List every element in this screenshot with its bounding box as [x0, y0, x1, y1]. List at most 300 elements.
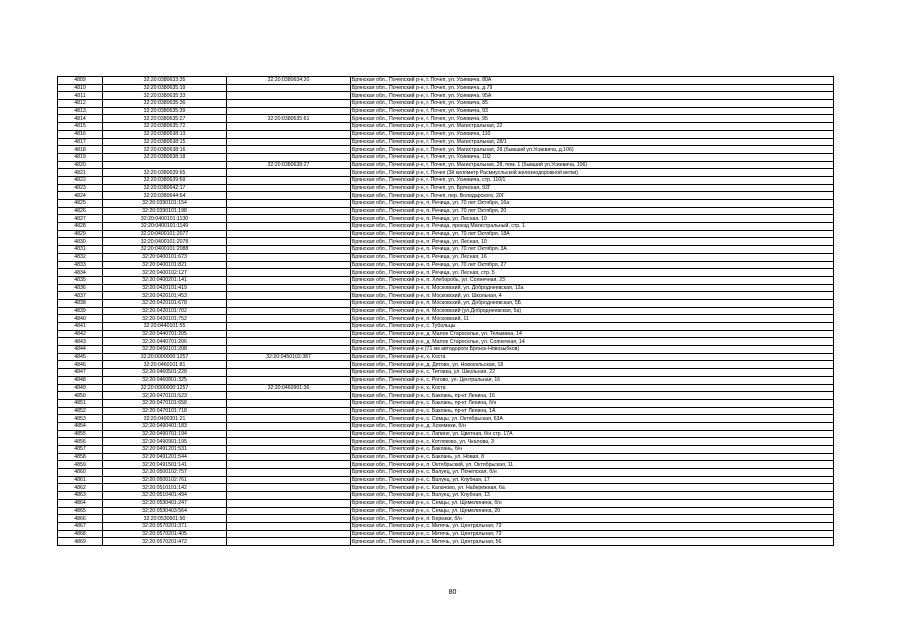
cadastral-number-cell: 32:20:0530401:247 — [103, 499, 227, 507]
row-number-cell: 4861 — [58, 476, 103, 484]
parent-cadastral-number-cell: 32:20:0460901:36 — [227, 384, 351, 392]
table-row — [58, 461, 834, 469]
parent-cadastral-number-cell — [227, 146, 351, 154]
parent-cadastral-number-cell — [227, 176, 351, 184]
parent-cadastral-number-cell — [227, 84, 351, 92]
cadastral-number-cell: 32:20:0380635:39 — [103, 107, 227, 115]
row-number-cell: 4829 — [58, 230, 103, 238]
table-row — [58, 238, 834, 246]
address-cell: Брянская обл., Почепский р-н, п. Речица, ул. 70 лет Октября, 27 — [351, 261, 834, 269]
table-row — [58, 346, 834, 354]
address-cell: Брянская обл., Почепский р-н, с. Калачово, ул. Набережная, 6а — [351, 484, 834, 492]
row-number-cell: 4852 — [58, 407, 103, 415]
table-row — [58, 153, 834, 161]
cadastral-number-cell: 32:20:0380635:19 — [103, 84, 227, 92]
parent-cadastral-number-cell — [227, 215, 351, 223]
table-row — [58, 469, 834, 477]
address-cell: Брянская обл., Почепский р-н, п. Московский (ул.Доброднеевская, 5а) — [351, 307, 834, 315]
cadastral-number-cell: 32:20:0490401:183 — [103, 422, 227, 430]
address-cell: Брянская обл., Почепский р-н, д. Хохемеки, б/н — [351, 422, 834, 430]
parent-cadastral-number-cell — [227, 207, 351, 215]
address-cell: Брянская обл., Почепский р-н, д. Малое Староселье, ул. Тельмана, 14 — [351, 330, 834, 338]
address-cell: Брянская обл., Почепский р-н, г. Почеп, ул. Усиевича, 95 — [351, 115, 834, 123]
property-registry-table — [57, 76, 834, 546]
parent-cadastral-number-cell — [227, 153, 351, 161]
row-number-cell: 4845 — [58, 353, 103, 361]
row-number-cell: 4810 — [58, 84, 103, 92]
table-row — [58, 92, 834, 100]
address-cell: Брянская обл., Почепский р-н, г. Почеп, пер. Володарского, 20Г — [351, 192, 834, 200]
parent-cadastral-number-cell — [227, 430, 351, 438]
table-row — [58, 446, 834, 454]
parent-cadastral-number-cell — [227, 507, 351, 515]
address-cell: Брянская обл., Почепский р-н, п. Речица, ул. Лесная, стр. 5 — [351, 269, 834, 277]
row-number-cell: 4811 — [58, 92, 103, 100]
row-number-cell: 4820 — [58, 161, 103, 169]
address-cell: Брянская обл., Почепский р-н (71 км автодороги Брянск-Новозыбков) — [351, 346, 834, 354]
parent-cadastral-number-cell — [227, 138, 351, 146]
address-cell: Брянская обл., Почепский р-н, х. Коста — [351, 353, 834, 361]
table-row — [58, 415, 834, 423]
row-number-cell: 4833 — [58, 261, 103, 269]
address-cell: Брянская обл., Почепский р-н, п. Московский, 11 — [351, 315, 834, 323]
row-number-cell: 4819 — [58, 153, 103, 161]
parent-cadastral-number-cell — [227, 376, 351, 384]
cadastral-number-cell: 32:20:0400101:2077 — [103, 230, 227, 238]
address-cell: Брянская обл., Почепский р-н, г. Почеп, ул. Усиевича, 80А — [351, 77, 834, 85]
address-cell: Брянская обл., Почепский р-н, п. Речица, ул. 70 лет Октября, 3А — [351, 246, 834, 254]
row-number-cell: 4818 — [58, 146, 103, 154]
table-row — [58, 376, 834, 384]
row-number-cell: 4866 — [58, 515, 103, 523]
cadastral-number-cell: 32:20:0400101:2088 — [103, 246, 227, 254]
parent-cadastral-number-cell — [227, 100, 351, 108]
address-cell: Брянская обл., Почепский р-н, х. Коста — [351, 384, 834, 392]
table-row — [58, 307, 834, 315]
table-row — [58, 100, 834, 108]
cadastral-number-cell: 32:20:0390101:198 — [103, 207, 227, 215]
parent-cadastral-number-cell — [227, 269, 351, 277]
table-row — [58, 130, 834, 138]
cadastral-number-cell: 32:20:0570201:472 — [103, 538, 227, 546]
row-number-cell: 4809 — [58, 77, 103, 85]
parent-cadastral-number-cell — [227, 330, 351, 338]
row-number-cell: 4827 — [58, 215, 103, 223]
table-row — [58, 146, 834, 154]
address-cell: Брянская обл., Почепский р-н, с. Баклань, пр-кт Ленина, б/н — [351, 399, 834, 407]
table-row — [58, 522, 834, 530]
row-number-cell: 4858 — [58, 453, 103, 461]
table-row — [58, 276, 834, 284]
parent-cadastral-number-cell: 32:20:0380635:61 — [227, 115, 351, 123]
row-number-cell: 4868 — [58, 530, 103, 538]
parent-cadastral-number-cell — [227, 422, 351, 430]
table-row — [58, 384, 834, 392]
cadastral-number-cell: 32:20:0380638:16 — [103, 146, 227, 154]
address-cell: Брянская обл., Почепский р-н, с. Баклань, б/н — [351, 446, 834, 454]
row-number-cell: 4815 — [58, 123, 103, 131]
address-cell: Брянская обл., Почепский р-н, г. Почеп, ул. Усиевича, 85 — [351, 100, 834, 108]
row-number-cell: 4855 — [58, 430, 103, 438]
row-number-cell: 4824 — [58, 192, 103, 200]
parent-cadastral-number-cell — [227, 315, 351, 323]
table-row — [58, 223, 834, 231]
parent-cadastral-number-cell — [227, 461, 351, 469]
parent-cadastral-number-cell — [227, 484, 351, 492]
row-number-cell: 4814 — [58, 115, 103, 123]
cadastral-number-cell: 32:20:0380638:18 — [103, 153, 227, 161]
cadastral-number-cell: 32:20:0380644:64 — [103, 192, 227, 200]
table-row — [58, 515, 834, 523]
row-number-cell: 4847 — [58, 369, 103, 377]
row-number-cell: 4840 — [58, 315, 103, 323]
row-number-cell: 4821 — [58, 169, 103, 177]
parent-cadastral-number-cell — [227, 184, 351, 192]
address-cell: Брянская обл., Почепский р-н, с. Тубольцы — [351, 323, 834, 331]
table-row — [58, 484, 834, 492]
address-cell: Брянская обл., Почепский р-н, г. Почеп, ул. Брянская, 92Г — [351, 184, 834, 192]
row-number-cell: 4817 — [58, 138, 103, 146]
address-cell: Брянская обл., Почепский р-н, п. Речица, проезд Магистральный, стр. 1 — [351, 223, 834, 231]
cadastral-number-cell: 32:20:0460801:325 — [103, 376, 227, 384]
cadastral-number-cell: 32:20:0380639:65 — [103, 169, 227, 177]
row-number-cell: 4836 — [58, 284, 103, 292]
address-cell: Брянская обл., Почепский р-н, п. Московский, ул. Школьная, 4 — [351, 292, 834, 300]
parent-cadastral-number-cell — [227, 223, 351, 231]
cadastral-number-cell: 32:20:0400101:673 — [103, 253, 227, 261]
row-number-cell: 4862 — [58, 484, 103, 492]
address-cell: Брянская обл., Почепский р-н, п. Речица, ул. 70 лет Октября, 16а — [351, 200, 834, 208]
cadastral-number-cell: 32:20:0380635:72 — [103, 123, 227, 131]
parent-cadastral-number-cell — [227, 200, 351, 208]
row-number-cell: 4844 — [58, 346, 103, 354]
table-row — [58, 253, 834, 261]
table-row — [58, 330, 834, 338]
address-cell: Брянская обл., Почепский р-н, с. Семцы, ул. Октябрьская, 63А — [351, 415, 834, 423]
row-number-cell: 4835 — [58, 276, 103, 284]
table-row — [58, 207, 834, 215]
cadastral-number-cell: 32:20:0400201:141 — [103, 276, 227, 284]
row-number-cell: 4816 — [58, 130, 103, 138]
row-number-cell: 4837 — [58, 292, 103, 300]
parent-cadastral-number-cell — [227, 476, 351, 484]
table-row — [58, 176, 834, 184]
row-number-cell: 4853 — [58, 415, 103, 423]
address-cell: Брянская обл., Почепский р-н, г. Почеп, ул. Усиевича, 95А — [351, 92, 834, 100]
address-cell: Брянская обл., Почепский р-н, с. Рогово, ул. Центральная, 16 — [351, 376, 834, 384]
parent-cadastral-number-cell — [227, 522, 351, 530]
cadastral-number-cell: 32:20:0380635:33 — [103, 92, 227, 100]
table-row — [58, 476, 834, 484]
cadastral-number-cell: 32:20:0390101:154 — [103, 200, 227, 208]
address-cell: Брянская обл., Почепский р-н, п. Московский, ул. Доброднеевская, 12а — [351, 284, 834, 292]
table-row — [58, 123, 834, 131]
table-row — [58, 261, 834, 269]
table-row — [58, 200, 834, 208]
address-cell: Брянская обл., Почепский р-н, п. Речица, ул. 70 лет Октября, 18А — [351, 230, 834, 238]
address-cell: Брянская обл., Почепский р-н, с. Баклань, пр-кт Ленина, 1А — [351, 407, 834, 415]
parent-cadastral-number-cell — [227, 530, 351, 538]
table-row — [58, 353, 834, 361]
table-row — [58, 84, 834, 92]
cadastral-number-cell: 32:20:0491201:531 — [103, 446, 227, 454]
address-cell: Брянская обл., Почепский р-н, г. Почеп, ул. Усиевича, 110 — [351, 130, 834, 138]
row-number-cell: 4863 — [58, 492, 103, 500]
cadastral-number-cell: 32:20:0420101:419 — [103, 284, 227, 292]
parent-cadastral-number-cell: 32:20:0380634:20 — [227, 77, 351, 85]
cadastral-number-cell: 32:20:0000000:1257 — [103, 384, 227, 392]
parent-cadastral-number-cell — [227, 438, 351, 446]
cadastral-number-cell: 32:20:0400101:2078 — [103, 238, 227, 246]
row-number-cell: 4834 — [58, 269, 103, 277]
parent-cadastral-number-cell — [227, 469, 351, 477]
cadastral-number-cell: 32:20:0380639:69 — [103, 176, 227, 184]
cadastral-number-cell: 32:20:0420101:678 — [103, 299, 227, 307]
table-row — [58, 315, 834, 323]
row-number-cell: 4846 — [58, 361, 103, 369]
row-number-cell: 4857 — [58, 446, 103, 454]
parent-cadastral-number-cell — [227, 453, 351, 461]
row-number-cell: 4825 — [58, 200, 103, 208]
address-cell: Брянская обл., Почепский р-н, с. Семцы, ул. Щемелинина, 20 — [351, 507, 834, 515]
address-cell: Брянская обл., Почепский р-н, д. Малое Староселье, ул. Солнечная, 14 — [351, 338, 834, 346]
cadastral-number-cell: 32:20:0470101:523 — [103, 392, 227, 400]
cadastral-number-cell: 32:20:0400101:821 — [103, 261, 227, 269]
row-number-cell: 4856 — [58, 438, 103, 446]
table-row — [58, 438, 834, 446]
row-number-cell: 4842 — [58, 330, 103, 338]
row-number-cell: 4826 — [58, 207, 103, 215]
row-number-cell: 4830 — [58, 238, 103, 246]
table-row — [58, 161, 834, 169]
parent-cadastral-number-cell — [227, 392, 351, 400]
table-row — [58, 230, 834, 238]
parent-cadastral-number-cell — [227, 261, 351, 269]
parent-cadastral-number-cell — [227, 299, 351, 307]
cadastral-number-cell: 32:20:0490701:194 — [103, 430, 227, 438]
cadastral-number-cell: 32:20:0530403:564 — [103, 507, 227, 515]
cadastral-number-cell: 32:20:0500102:761 — [103, 476, 227, 484]
registry-table-body — [58, 77, 834, 546]
address-cell: Брянская обл., Почепский р-н, с. Валуец, ул. Клубная, 13 — [351, 492, 834, 500]
parent-cadastral-number-cell — [227, 192, 351, 200]
row-number-cell: 4864 — [58, 499, 103, 507]
table-row — [58, 284, 834, 292]
row-number-cell: 4813 — [58, 107, 103, 115]
cadastral-number-cell: 32:20:0420101:453 — [103, 292, 227, 300]
parent-cadastral-number-cell — [227, 230, 351, 238]
cadastral-number-cell: 32:20:0380638:13 — [103, 130, 227, 138]
parent-cadastral-number-cell — [227, 107, 351, 115]
parent-cadastral-number-cell: 32:20:0450102:387 — [227, 353, 351, 361]
cadastral-number-cell: 32:20:0491201:544 — [103, 453, 227, 461]
table-row — [58, 430, 834, 438]
address-cell: Брянская обл., Почепский р-н, с. Валуец, ул. Клубная, 17 — [351, 476, 834, 484]
table-row — [58, 299, 834, 307]
table-row — [58, 292, 834, 300]
parent-cadastral-number-cell — [227, 246, 351, 254]
cadastral-number-cell: 32:20:0380635:36 — [103, 100, 227, 108]
parent-cadastral-number-cell — [227, 276, 351, 284]
address-cell: Брянская обл., Почепский р-н, п. Речица, ул. Лесная, 10 — [351, 238, 834, 246]
row-number-cell: 4865 — [58, 507, 103, 515]
row-number-cell: 4822 — [58, 176, 103, 184]
row-number-cell: 4828 — [58, 223, 103, 231]
cadastral-number-cell: 32:20:0490301:21 — [103, 415, 227, 423]
address-cell: Брянская обл., Почепский р-н, с. Валуец, ул. Почепская, б/н — [351, 469, 834, 477]
cadastral-number-cell: 32:20:0400101:1149 — [103, 223, 227, 231]
parent-cadastral-number-cell — [227, 538, 351, 546]
cadastral-number-cell: 32:20:0400101:1130 — [103, 215, 227, 223]
table-row — [58, 169, 834, 177]
cadastral-number-cell — [103, 161, 227, 169]
table-row — [58, 422, 834, 430]
row-number-cell: 4851 — [58, 399, 103, 407]
parent-cadastral-number-cell — [227, 369, 351, 377]
table-row — [58, 246, 834, 254]
parent-cadastral-number-cell — [227, 346, 351, 354]
address-cell: Брянская обл., Почепский р-н, п. Березки, б/н — [351, 515, 834, 523]
table-row — [58, 323, 834, 331]
table-row — [58, 184, 834, 192]
cadastral-number-cell: 32:20:0420101:702 — [103, 307, 227, 315]
table-row — [58, 407, 834, 415]
cadastral-number-cell: 32:20:0530601:90 — [103, 515, 227, 523]
row-number-cell: 4812 — [58, 100, 103, 108]
address-cell: Брянская обл., Почепский р-н, г. Почеп, ул. Усиевича, 93 — [351, 107, 834, 115]
row-number-cell: 4831 — [58, 246, 103, 254]
address-cell: Брянская обл., Почепский р-н, г. Почеп, ул. Магистральная, 22 — [351, 123, 834, 131]
cadastral-number-cell: 32:20:0510101:142 — [103, 484, 227, 492]
row-number-cell: 4854 — [58, 422, 103, 430]
table-row — [58, 269, 834, 277]
table-row — [58, 538, 834, 546]
parent-cadastral-number-cell — [227, 92, 351, 100]
address-cell: Брянская обл., Почепский р-н, д. Дятово, ул. Новосельская, 18 — [351, 361, 834, 369]
address-cell: Брянская обл., Почепский р-н, п. Речица, ул. 70 лет Октября, 20 — [351, 207, 834, 215]
parent-cadastral-number-cell — [227, 515, 351, 523]
cadastral-number-cell: 32:20:0400102:127 — [103, 269, 227, 277]
table-row — [58, 77, 834, 85]
parent-cadastral-number-cell — [227, 407, 351, 415]
table-row — [58, 530, 834, 538]
row-number-cell: 4838 — [58, 299, 103, 307]
address-cell: Брянская обл., Почепский р-н, г. Почеп, ул. Усиевича, стр. 110/1 — [351, 176, 834, 184]
parent-cadastral-number-cell — [227, 415, 351, 423]
address-cell: Брянская обл., Почепский р-н, п. Речица, ул. Лесная, 16 — [351, 253, 834, 261]
address-cell: Брянская обл., Почепский р-н, п. Речица, ул. Лесная, 10 — [351, 215, 834, 223]
cadastral-number-cell: 32:20:0470101:718 — [103, 407, 227, 415]
table-row — [58, 192, 834, 200]
parent-cadastral-number-cell — [227, 399, 351, 407]
row-number-cell: 4843 — [58, 338, 103, 346]
row-number-cell: 4869 — [58, 538, 103, 546]
parent-cadastral-number-cell — [227, 169, 351, 177]
address-cell: Брянская обл., Почепский р-н, с. Баклань, ул. Новая, 8 — [351, 453, 834, 461]
row-number-cell: 4841 — [58, 323, 103, 331]
table-row — [58, 338, 834, 346]
address-cell: Брянская обл., Почепский р-н, п. Московский, ул. Доброднеевская, 5Б — [351, 299, 834, 307]
table-row — [58, 215, 834, 223]
cadastral-number-cell: 32:20:0380633:35 — [103, 77, 227, 85]
cadastral-number-cell: 32:20:0460501:228 — [103, 369, 227, 377]
address-cell: Брянская обл., Почепский р-н, г. Почеп, ул. Магистральная, 28, пом. 1 (бывший ул.Усиевича, 106) — [351, 161, 834, 169]
table-row — [58, 507, 834, 515]
table-row — [58, 392, 834, 400]
address-cell: Брянская обл., Почепский р-н, г. Почеп, ул. Магистральная, 28 (бывший ул.Усиевича, д.106) — [351, 146, 834, 154]
row-number-cell: 4859 — [58, 461, 103, 469]
address-cell: Брянская обл., Почепский р-н, г. Почеп, ул. Усиевича, 102 — [351, 153, 834, 161]
row-number-cell: 4839 — [58, 307, 103, 315]
cadastral-number-cell: 32:20:0490901:195 — [103, 438, 227, 446]
page-number: 80 — [448, 589, 457, 596]
parent-cadastral-number-cell — [227, 323, 351, 331]
cadastral-number-cell: 32:20:0380642:17 — [103, 184, 227, 192]
table-row — [58, 107, 834, 115]
parent-cadastral-number-cell — [227, 292, 351, 300]
address-cell: Брянская обл., Почепский р-н, с. Митечь, ул. Центральная, 56 — [351, 538, 834, 546]
cadastral-number-cell: 32:20:0570201:371 — [103, 522, 227, 530]
row-number-cell: 4823 — [58, 184, 103, 192]
parent-cadastral-number-cell — [227, 284, 351, 292]
address-cell: Брянская обл., Почепский р-н, г. Почеп, ул. Усиевича, д.79 — [351, 84, 834, 92]
parent-cadastral-number-cell — [227, 338, 351, 346]
address-cell: Брянская обл., Почепский р-н, с. Митечь, ул. Центральная, 73 — [351, 522, 834, 530]
parent-cadastral-number-cell — [227, 238, 351, 246]
cadastral-number-cell: 32:20:0440701:205 — [103, 330, 227, 338]
address-cell: Брянская обл., Почепский р-н, с. Лапино, ул. Цветная, б/н стр. 17А — [351, 430, 834, 438]
address-cell: Брянская обл., Почепский р-н, с. Котляково, ул. Чкалова, 3 — [351, 438, 834, 446]
address-cell: Брянская обл., Почепский р-н, с. Титовка, ул. Школьная, 22 — [351, 369, 834, 377]
parent-cadastral-number-cell — [227, 130, 351, 138]
parent-cadastral-number-cell — [227, 446, 351, 454]
table-row — [58, 115, 834, 123]
parent-cadastral-number-cell — [227, 307, 351, 315]
address-cell: Брянская обл., Почепский р-н, п. Хлеборобь, ул. Солнечная, 23 — [351, 276, 834, 284]
row-number-cell: 4860 — [58, 469, 103, 477]
table-row — [58, 138, 834, 146]
cadastral-number-cell: 32:20:0000000:1257 — [103, 353, 227, 361]
parent-cadastral-number-cell — [227, 499, 351, 507]
cadastral-number-cell: 32:20:0440101:55 — [103, 323, 227, 331]
row-number-cell: 4849 — [58, 384, 103, 392]
address-cell: Брянская обл., Почепский р-н, с. Баклань, пр-кт Ленина, 16 — [351, 392, 834, 400]
row-number-cell: 4832 — [58, 253, 103, 261]
parent-cadastral-number-cell — [227, 361, 351, 369]
cadastral-number-cell: 32:20:0440701:206 — [103, 338, 227, 346]
table-row — [58, 399, 834, 407]
table-row — [58, 361, 834, 369]
parent-cadastral-number-cell — [227, 492, 351, 500]
cadastral-number-cell: 32:20:0420101:752 — [103, 315, 227, 323]
cadastral-number-cell: 32:20:0491501:141 — [103, 461, 227, 469]
parent-cadastral-number-cell: 32:20:0380638:27 — [227, 161, 351, 169]
address-cell: Брянская обл., Почепский р-н, с. Семцы, ул. Щемелинина, б/н — [351, 499, 834, 507]
cadastral-number-cell: 32:20:0470101:658 — [103, 399, 227, 407]
cadastral-number-cell: 32:20:0380638:15 — [103, 138, 227, 146]
cadastral-number-cell: 32:20:0380635:27 — [103, 115, 227, 123]
address-cell: Брянская обл., Почепский р-н, п. Октябрьский, ул. Октябрьская, 11 — [351, 461, 834, 469]
row-number-cell: 4848 — [58, 376, 103, 384]
cadastral-number-cell: 32:20:0460101:81 — [103, 361, 227, 369]
address-cell: Брянская обл., Почепский р-н, г. Почеп, ул. Магистральная, 28/1 — [351, 138, 834, 146]
cadastral-number-cell: 32:20:0450101:208 — [103, 346, 227, 354]
table-row — [58, 369, 834, 377]
table-row — [58, 492, 834, 500]
parent-cadastral-number-cell — [227, 123, 351, 131]
table-row — [58, 453, 834, 461]
cadastral-number-cell: 32:20:0570201:405 — [103, 530, 227, 538]
